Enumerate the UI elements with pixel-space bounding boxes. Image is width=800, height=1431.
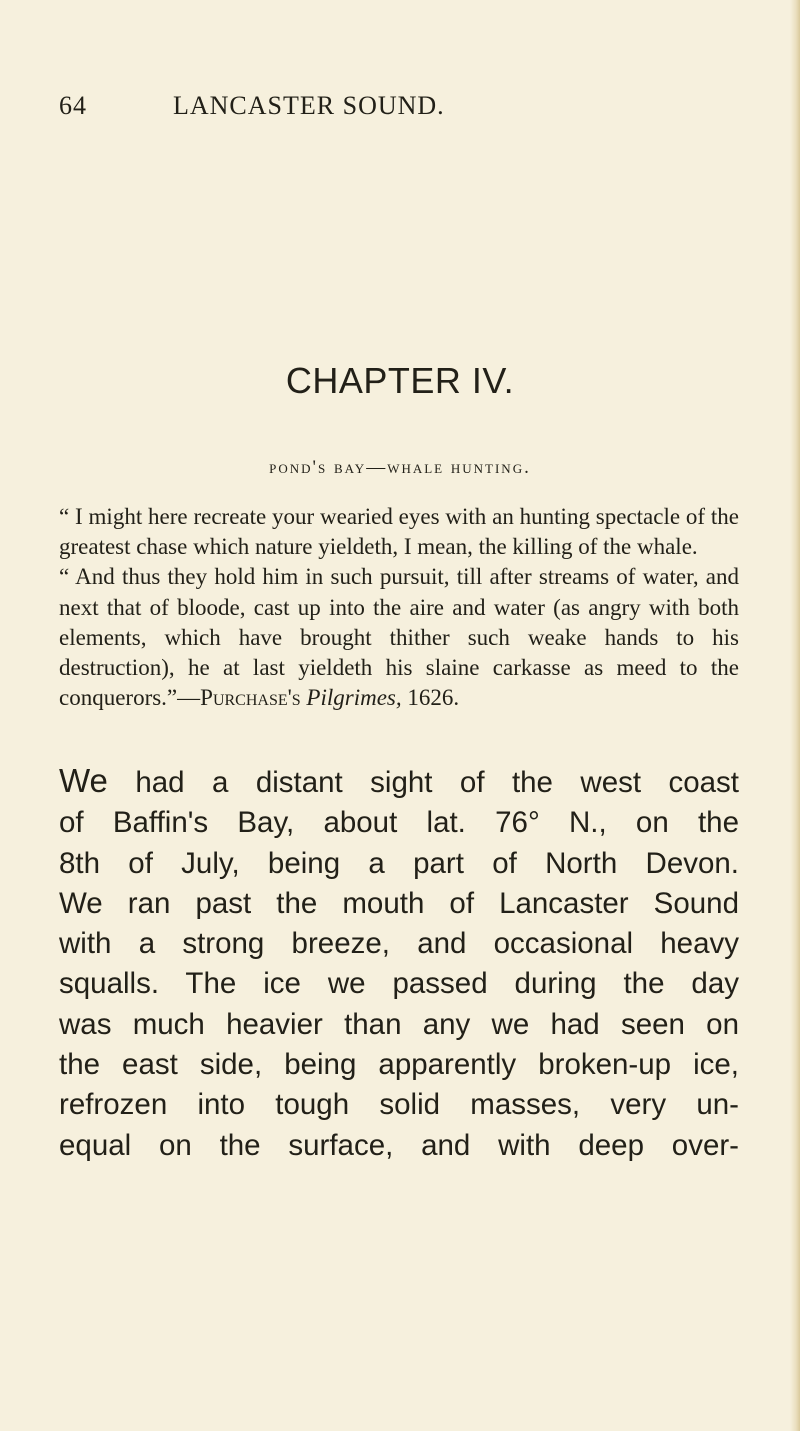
body-line-9: refrozen into tough solid masses, very un- bbox=[59, 1088, 739, 1122]
body-line-2: of Baffin's Bay, about lat. 76° N., on the bbox=[59, 806, 739, 840]
epigraph-paragraph-2-text: “ And thus they hold him in such pursuit, till after streams of water, and next that of bloode, cast up into the aire and water (as angry with both elements, which have brought thither such weake hands to his destruction), he at last yieldeth his slaine carkasse as meed to the conquerors.”— bbox=[59, 564, 739, 711]
citation-year: 1626. bbox=[407, 685, 460, 711]
running-head bbox=[59, 91, 519, 131]
body-line-7: was much heavier than any we had seen on bbox=[59, 1007, 739, 1041]
epigraph bbox=[59, 502, 739, 713]
citation-work: Pilgrimes, bbox=[306, 685, 402, 711]
body-line-10: equal on the surface, and with deep over- bbox=[59, 1128, 739, 1162]
epigraph-paragraph-1: “ I might here recreate your wearied eyes with an hunting spectacle of the greatest chase which nature yieldeth, I mean, the killing of the whale. bbox=[59, 504, 739, 560]
body-line-8: the east side, being apparently broken-up ice, bbox=[59, 1048, 739, 1082]
lead-word: We bbox=[59, 762, 108, 799]
body-text bbox=[59, 761, 739, 1166]
page-number: 64 bbox=[59, 91, 87, 120]
epigraph-paragraph-2 bbox=[59, 562, 739, 713]
page-edge bbox=[790, 0, 800, 1431]
body-line-6: squalls. The ice we passed during the day bbox=[59, 967, 739, 1001]
running-title: LANCASTER SOUND. bbox=[173, 91, 445, 120]
body-line-1 bbox=[59, 761, 739, 803]
body-line-5: with a strong breeze, and occasional heavy bbox=[59, 927, 739, 961]
body-line-1-text: had a distant sight of the west coast bbox=[135, 766, 739, 799]
chapter-subtitle: pond's bay—whale hunting. bbox=[269, 457, 531, 478]
body-line-3: 8th of July, being a part of North Devon. bbox=[59, 846, 739, 880]
body-line-4: We ran past the mouth of Lancaster Sound bbox=[59, 886, 739, 920]
citation-author: Purchase's bbox=[200, 685, 301, 711]
chapter-title: CHAPTER IV. bbox=[285, 360, 515, 401]
